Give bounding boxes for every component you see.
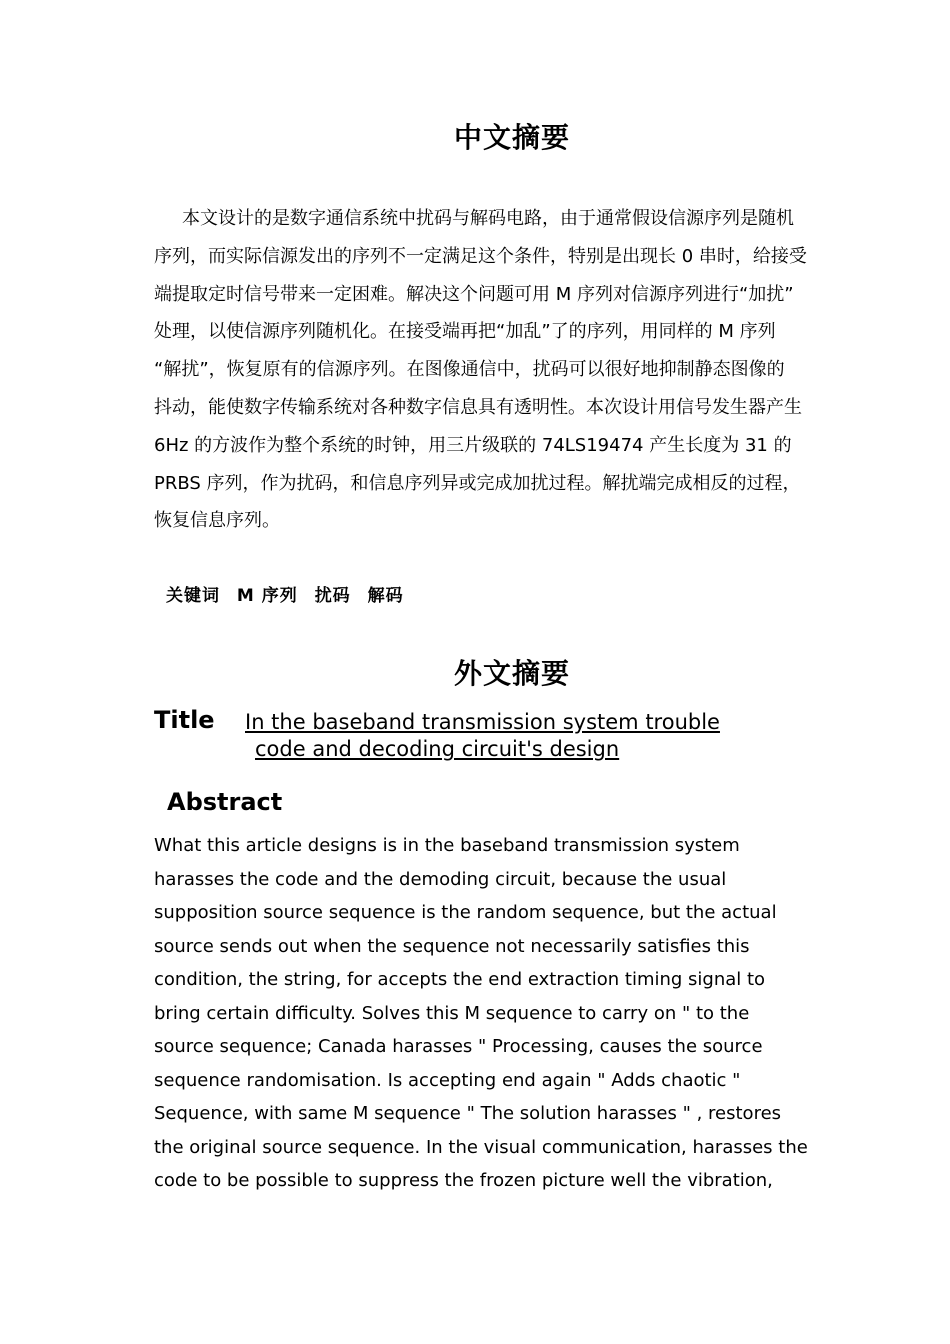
keyword: M 序列 [236, 586, 298, 606]
english-abstract-line: source sends out when the sequence not necessarily satisfies this [154, 935, 750, 957]
english-abstract-line: condition, the string, for accepts the end extraction timing signal to [154, 969, 766, 990]
chinese-abstract-line: PRBS 序列，作为扰码，和信息序列异或完成加扰过程。解扰端完成相反的过程， [154, 472, 801, 494]
keyword: 解码 [367, 586, 404, 606]
english-abstract-line: What this article designs is in the baseband transmission system [154, 835, 740, 856]
chinese-abstract-line: 本文设计的是数字通信系统中扰码与解码电路，由于通常假设信源序列是随机 [182, 208, 794, 229]
english-abstract-line: source sequence; Canada harasses " Processing, causes the source [154, 1036, 763, 1057]
keywords-line [166, 581, 414, 606]
title-label: Title [154, 706, 215, 734]
english-abstract-line: bring certain difficulty. Solves this M sequence to carry on " to the [154, 1002, 750, 1024]
chinese-abstract-line: 恢复信息序列。 [154, 510, 280, 532]
chinese-abstract-line: “解扰”，恢复原有的信源序列。在图像通信中，扰码可以很好地抑制静态图像的 [154, 359, 785, 381]
english-abstract-line: code to be possible to suppress the frozen picture well the vibration, [154, 1170, 773, 1191]
chinese-abstract-line: 端提取定时信号带来一定困难。解决这个问题可用 M 序列对信源序列进行“加扰” [154, 283, 794, 305]
english-title-line: code and decoding circuit's design [255, 737, 620, 761]
keyword: 扰码 [314, 586, 351, 606]
foreign-abstract-heading: 外文摘要 [453, 657, 570, 690]
english-title [245, 709, 720, 763]
english-title-line: In the baseband transmission system trouble [245, 710, 720, 734]
english-abstract-line: the original source sequence. In the visual communication, harasses the [154, 1136, 808, 1158]
chinese-abstract-line: 序列，而实际信源发出的序列不一定满足这个条件，特别是出现长 0 串时，给接受 [154, 245, 807, 267]
chinese-abstract-line: 处理，以使信源序列随机化。在接受端再把“加乱”了的序列，用同样的 M 序列 [154, 321, 776, 343]
english-abstract-line: sequence randomisation. Is accepting end again " Adds chaotic " [154, 1069, 741, 1091]
chinese-abstract-heading: 中文摘要 [453, 121, 570, 154]
english-abstract-line: Sequence, with same M sequence " The solution harasses " , restores [154, 1103, 782, 1124]
chinese-abstract-body [154, 200, 852, 540]
english-abstract-line: harasses the code and the demoding circuit, because the usual [154, 868, 727, 890]
english-abstract-line: supposition source sequence is the random sequence, but the actual [154, 902, 777, 923]
keywords-label: 关键词 [166, 586, 220, 606]
abstract-label: Abstract [167, 788, 283, 816]
english-abstract-body [154, 829, 854, 1198]
chinese-abstract-line: 抖动，能使数字传输系统对各种数字信息具有透明性。本次设计用信号发生器产生 [154, 396, 802, 418]
chinese-abstract-line: 6Hz 的方波作为整个系统的时钟，用三片级联的 74LS19474 产生长度为 31 的 [154, 434, 792, 456]
